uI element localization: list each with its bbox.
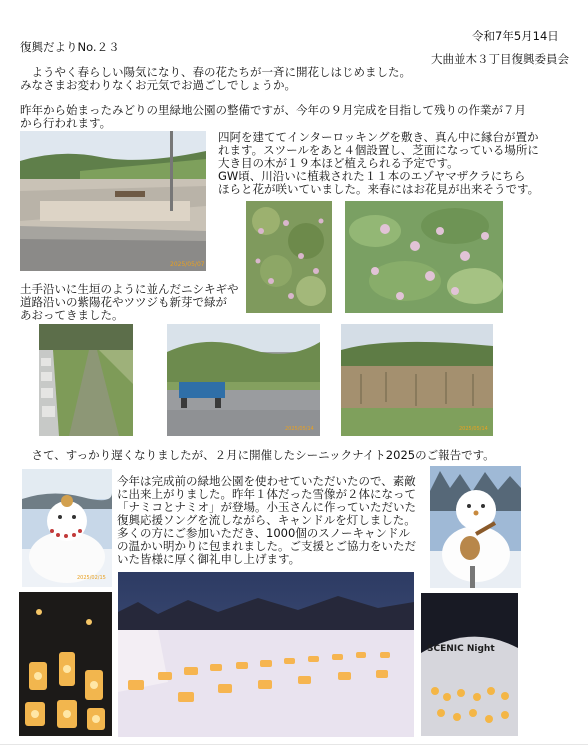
hedge-line-3: あおってきました。 [20, 308, 124, 322]
park-line-2: から行われます。 [20, 116, 112, 130]
scenic-body-3: 「ナミコとナミオ」が登場。小玉さんに作っていただいた [117, 500, 416, 514]
park-desc-3: 大き目の木が１９本ほど植えられる予定です。 [218, 156, 459, 170]
park-desc-2: れます。スツールをあと４個設置し、芝面になっている場所に [218, 143, 539, 157]
scenic-body-7: いた皆様に厚く御礼申し上げます。 [117, 552, 301, 566]
scenic-body-6: の温かい明かりに包まれました。ご支援とご協力をいただ [117, 539, 416, 553]
snow-candle-field-photo [118, 572, 414, 737]
park-line-1: 昨年から始まったみどりの里緑地公園の整備ですが、今年の９月完成を目指して残りの作業が７月 [20, 103, 526, 117]
intro-line-2: みなさまお変わりなくお元気でお過ごしでしょうか。 [20, 78, 296, 92]
bench-photo-stamp: 2025/05/14 [285, 426, 314, 432]
issue-date: 令和7年5月14日 [472, 29, 559, 43]
park-construction-photo [20, 131, 206, 271]
intro-line-1: ようやく春らしい陽気になり、春の花たちが一斉に開花しはじめました。 [20, 65, 411, 79]
bench-planting-photo [167, 324, 320, 436]
committee-name: 大曲並木３丁目復興委員会 [431, 52, 569, 66]
hedge-line-2: 道路沿いの紫陽花やツツジも新芽で緑が [20, 295, 227, 309]
park-desc-1: 四阿を建ててインターロッキングを敷き、真ん中に縁台が置か [218, 130, 539, 144]
park-photo-stamp: 2025/05/07 [170, 261, 205, 268]
snowman-namiko-photo [22, 469, 112, 587]
page-bottom-rule [0, 744, 588, 745]
candle-lantern-photo [19, 592, 112, 736]
scenic-sign-text: SCENIC Night [427, 644, 495, 654]
field-photo-stamp: 2025/05/14 [459, 426, 488, 432]
embankment-path-photo [39, 324, 133, 436]
cherry-blossom-photo-1 [246, 201, 332, 313]
cherry-blossom-photo-2 [345, 201, 503, 313]
planted-field-photo [341, 324, 493, 436]
hedge-line-1: 土手沿いに生垣のように並んだニシキギや [20, 282, 239, 296]
park-desc-4: GW頃、川沿いに植栽された１１本のエゾヤマザクラにちら [218, 169, 526, 183]
scenic-body-2: に出来上がりました。昨年１体だった雪像が２体になって [117, 487, 416, 501]
scenic-night-sign-photo [421, 593, 518, 736]
newsletter-title: 復興だよりNo.２３ [20, 40, 120, 54]
park-desc-5: ほらと花が咲いていました。来春にはお花見が出来そうです。 [218, 182, 540, 196]
snowman-left-stamp: 2025/02/15 [77, 575, 106, 581]
snowman-namio-photo [430, 466, 521, 588]
scenic-heading: さて、すっかり遅くなりましたが、２月に開催したシーニックナイト2025のご報告です。 [20, 448, 495, 462]
scenic-body-4: 復興応援ソングを流しながら、キャンドルを灯しました。 [117, 513, 416, 527]
scenic-body-5: 多くの方にご参加いただき、1000個のスノーキャンドル [117, 526, 410, 540]
scenic-body-1: 今年は完成前の緑地公園を使わせていただいたので、素敵 [117, 474, 416, 488]
